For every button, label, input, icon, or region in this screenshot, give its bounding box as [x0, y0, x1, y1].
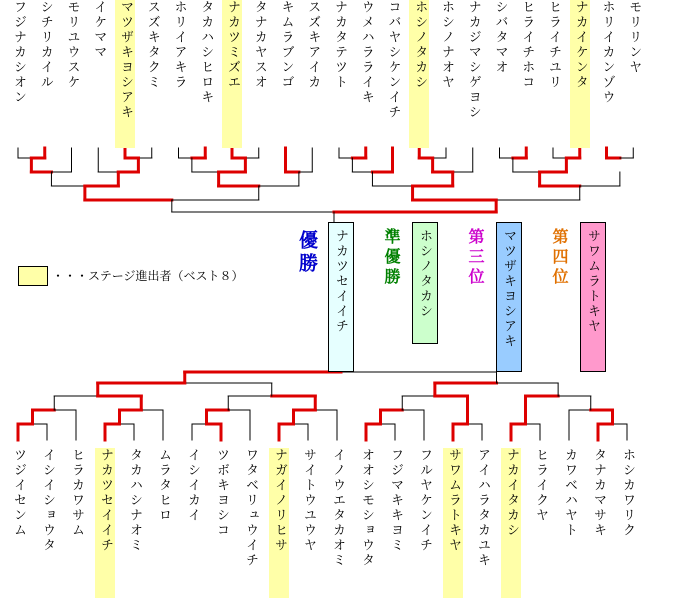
player-name: フジマキキヨミ: [388, 448, 403, 553]
player-name: ツジイセンム: [11, 448, 26, 538]
player-name: スズキアイカ: [305, 0, 321, 90]
player-name: サイトウユウヤ: [301, 448, 316, 553]
player-name: ナカツミズエ: [222, 0, 242, 148]
player-name: ホリイカンゾウ: [599, 0, 615, 105]
player-name: イノウエタカオミ: [330, 448, 345, 568]
legend-swatch: [18, 266, 48, 286]
player-name: タナカマサキ: [591, 448, 606, 538]
winner-label: 優勝: [296, 230, 318, 276]
player-name: ワタベリュウイチ: [243, 448, 258, 568]
player-name: イシイカイ: [185, 448, 200, 523]
legend-text: ・・・ステージ進出者（ベスト８）: [52, 269, 244, 283]
player-name: ナカツセイイチ: [95, 448, 115, 598]
player-name: オオシモショウタ: [359, 448, 374, 568]
player-name: アイハラタカユキ: [475, 448, 490, 568]
player-name: ホシノナオヤ: [439, 0, 454, 90]
player-name: タナカヤスオ: [251, 0, 267, 90]
third-place-name-box: マツザキヨシアキ: [496, 222, 522, 372]
fourth-place-name-box: サワムラトキヤ: [580, 222, 606, 372]
player-name: ナガイノリヒサ: [269, 448, 289, 598]
player-name: フジナカシオン: [11, 0, 26, 105]
player-name: タカハシヒロキ: [198, 0, 214, 105]
player-name: カワベハヤト: [562, 448, 577, 538]
player-name: モリユウスケ: [64, 0, 80, 90]
player-name: ホリイアキラ: [171, 0, 187, 90]
player-name: ヒライクヤ: [533, 448, 548, 523]
player-name: サワムラトキヤ: [443, 448, 463, 598]
player-name: マツザキヨシアキ: [115, 0, 135, 148]
player-name: モリリンヤ: [626, 0, 642, 75]
runner-up-name-box: ホシノタカシ: [412, 222, 438, 344]
player-name: イケママ: [91, 0, 107, 60]
player-name: ウメハラライキ: [358, 0, 374, 105]
player-name: シチリカイル: [37, 0, 53, 90]
player-name: コバヤシケンイチ: [385, 0, 401, 120]
player-name: ナカイケンタ: [570, 0, 590, 148]
player-name: ナカイタカシ: [501, 448, 521, 598]
player-name: ホシカワリク: [620, 448, 635, 538]
player-name: フルヤケンイチ: [417, 448, 432, 553]
player-name: ホシノタカシ: [409, 0, 429, 148]
runner-up-label: 準優勝: [382, 228, 401, 288]
player-name: シバタマオ: [492, 0, 508, 75]
player-name: スズキタクミ: [144, 0, 160, 90]
player-name: キムラブンゴ: [278, 0, 294, 90]
player-name: ヒライチユリ: [546, 0, 561, 90]
winner-name-box: ナカツセイイチ: [328, 222, 354, 372]
player-name: ナカジマシゲヨシ: [465, 0, 481, 120]
player-name: ナカタテツト: [332, 0, 347, 90]
player-name: ツボキヨシコ: [214, 448, 229, 538]
fourth-place-label: 第四位: [550, 228, 569, 288]
player-name: イシイショウタ: [40, 448, 55, 553]
player-name: タカハシナオミ: [127, 448, 142, 553]
player-name: ヒライチホコ: [519, 0, 535, 90]
third-place-label: 第三位: [466, 228, 485, 288]
player-name: ヒラカワサム: [69, 448, 84, 538]
player-name: ムラタヒロ: [156, 448, 171, 523]
